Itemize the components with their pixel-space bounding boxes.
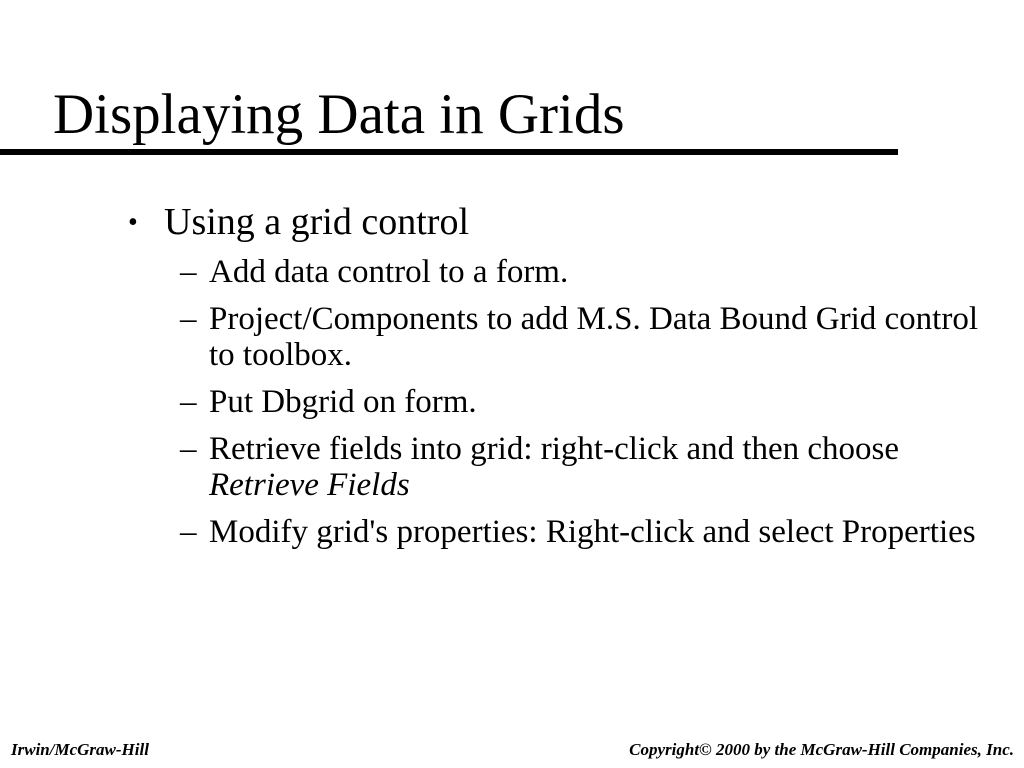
dash-icon: – [180, 301, 197, 337]
bullet-dot-icon: • [128, 207, 138, 238]
sub-bullet-item [180, 254, 980, 290]
sub-bullet-text: Add data control to a form. [209, 254, 569, 290]
sub-bullet-item [180, 514, 980, 550]
footer-copyright: Copyright© 2000 by the McGraw-Hill Companies, Inc. [629, 740, 1014, 759]
sub-bullet-list [180, 254, 980, 561]
sub-bullet-item [180, 431, 980, 503]
title-underline [0, 149, 898, 155]
sub-bullet-text: Retrieve fields into grid: right-click and then choose [209, 431, 900, 467]
sub-bullet-text: Put Dbgrid on form. [209, 384, 477, 420]
sub-bullet-emphasis: Retrieve Fields [209, 467, 410, 503]
footer-publisher: Irwin/McGraw-Hill [11, 740, 149, 759]
dash-icon: – [180, 384, 197, 420]
sub-bullet-text: Modify grid's properties: Right-click and select Properties [209, 514, 976, 550]
main-bullet-text: Using a grid control [164, 201, 470, 243]
sub-bullet-item [180, 301, 980, 373]
slide-title: Displaying Data in Grids [53, 83, 625, 146]
dash-icon: – [180, 431, 197, 467]
sub-bullet-item [180, 384, 980, 420]
dash-icon: – [180, 514, 197, 550]
sub-bullet-text: Project/Components to add M.S. Data Bound Grid control to toolbox. [209, 301, 979, 373]
main-bullet [128, 198, 469, 247]
dash-icon: – [180, 254, 197, 290]
